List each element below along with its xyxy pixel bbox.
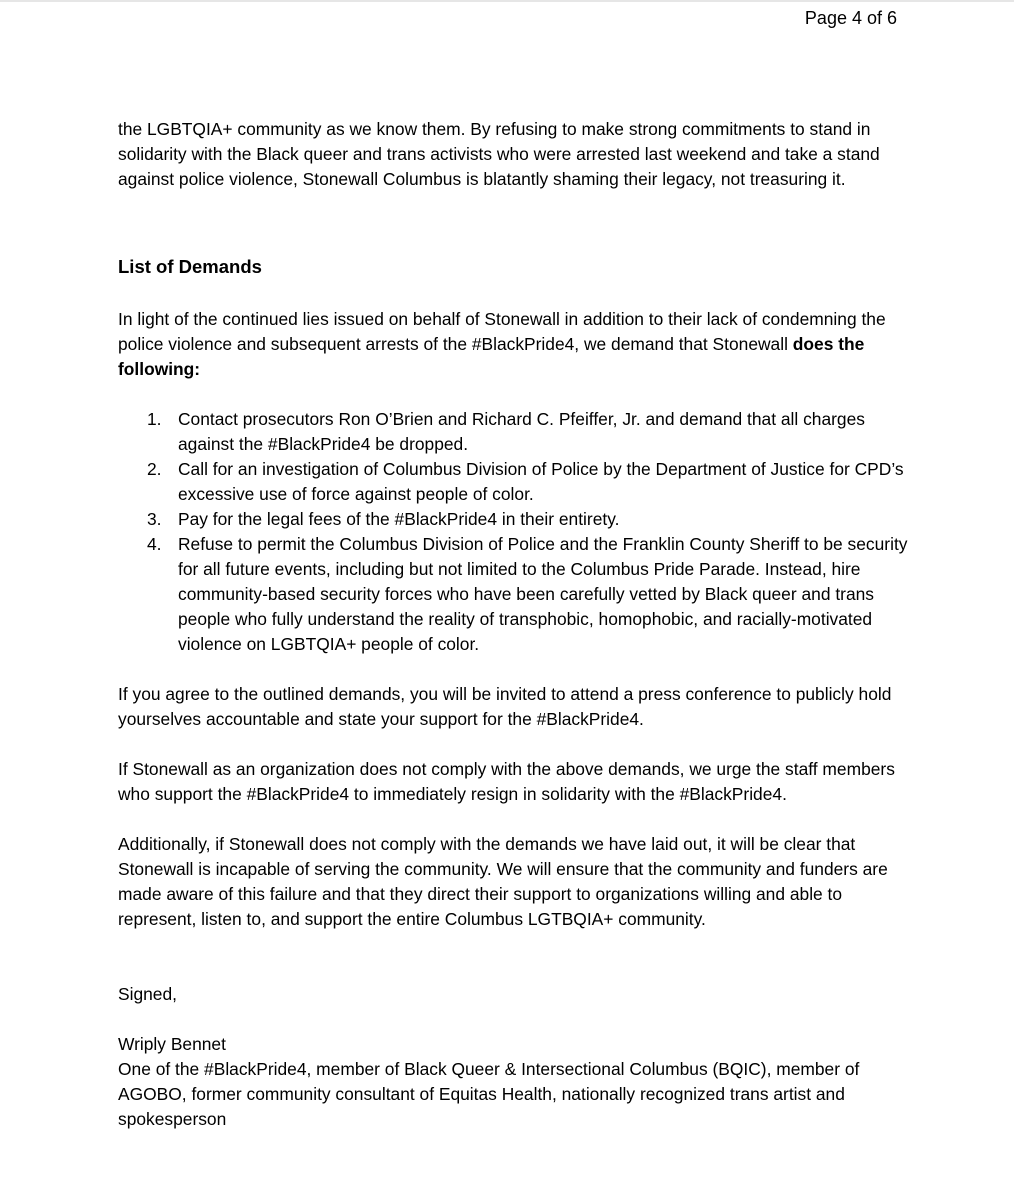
demand-item xyxy=(118,507,908,532)
resign-paragraph: If Stonewall as an organization does not comply with the above demands, we urge the staff members who support the #BlackPride4 to immediately resign in solidarity with the #BlackPride4. xyxy=(118,759,895,804)
additional-paragraph: Additionally, if Stonewall does not comply with the demands we have laid out, it will be clear that Stonewall is incapable of serving the community. We will ensure that the community and funders are made aware of this failure and that they direct their support to organizations willing and able to represent, listen to, and support the entire Columbus LGTBQIA+ community. xyxy=(118,834,888,929)
demand-text: Pay for the legal fees of the #BlackPride4 in their entirety. xyxy=(178,509,620,529)
demand-item xyxy=(118,457,908,507)
demand-number: 4. xyxy=(147,534,162,554)
top-divider xyxy=(0,0,1014,2)
demand-text: Refuse to permit the Columbus Division of Police and the Franklin County Sheriff to be security for all future events, including but not limited to the Columbus Pride Parade. Instead, hire community-based security forces who have been carefully vetted by Black queer and trans people who fully understand the reality of transphobic, homophobic, and racially-motivated violence on LGBTQIA+ people of color. xyxy=(178,534,908,654)
demand-text: Contact prosecutors Ron O’Brien and Richard C. Pfeiffer, Jr. and demand that all charges against the #BlackPride4 be dropped. xyxy=(178,409,865,454)
demands-list xyxy=(118,407,908,657)
section-heading: List of Demands xyxy=(118,256,262,277)
demands-intro-paragraph xyxy=(118,307,908,382)
signed-label: Signed, xyxy=(118,984,177,1004)
press-conference-paragraph: If you agree to the outlined demands, you will be invited to attend a press conference to publicly hold yourselves accountable and state your support for the #BlackPride4. xyxy=(118,684,892,729)
demand-number: 2. xyxy=(147,459,162,479)
demand-text: Call for an investigation of Columbus Division of Police by the Department of Justice for CPD’s excessive use of force against people of color. xyxy=(178,459,904,504)
demands-intro-bold-text: does the following: xyxy=(118,334,865,379)
demand-item xyxy=(118,532,908,657)
signer-name: Wriply Bennet xyxy=(118,1034,226,1054)
page-number: Page 4 of 6 xyxy=(804,8,897,28)
demand-number: 3. xyxy=(147,509,162,529)
demands-intro-text: In light of the continued lies issued on behalf of Stonewall in addition to their lack of condemning the police violence and subsequent arrests of the #BlackPride4, we demand that Stonewall xyxy=(118,309,886,354)
demand-item xyxy=(118,407,908,457)
demand-number: 1. xyxy=(147,409,162,429)
intro-paragraph: the LGBTQIA+ community as we know them. By refusing to make strong commitments to stand in solidarity with the Black queer and trans activists who were arrested last weekend and take a stand against police violence, Stonewall Columbus is blatantly shaming their legacy, not treasuring it. xyxy=(118,119,880,189)
signer-description: One of the #BlackPride4, member of Black Queer & Intersectional Columbus (BQIC), member of AGOBO, former community consultant of Equitas Health, nationally recognized trans artist and spokesperson xyxy=(118,1059,860,1129)
document-body xyxy=(118,117,908,1132)
